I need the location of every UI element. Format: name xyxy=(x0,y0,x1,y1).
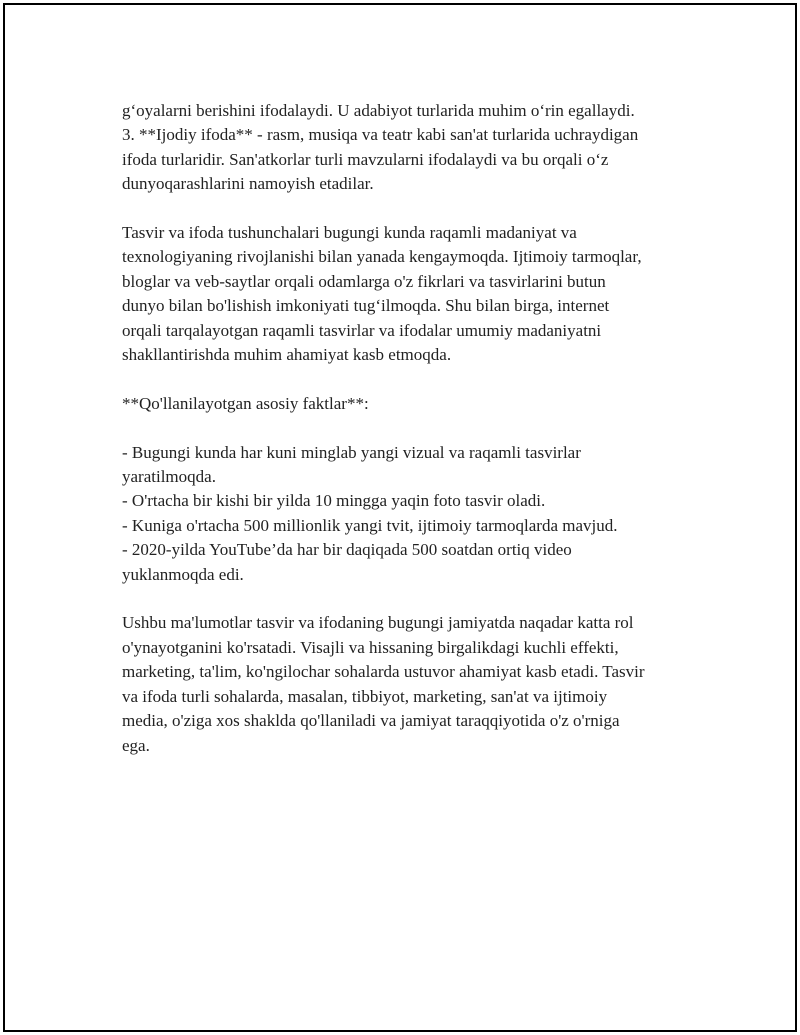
document-body xyxy=(122,99,682,758)
text-line: o'ynayotganini ko'rsatadi. Visajli va hissaning birgalikdagi kuchli effekti, xyxy=(122,637,619,657)
text-line: va ifoda turli sohalarda, masalan, tibbiyot, marketing, san'at va ijtimoiy xyxy=(122,686,608,706)
text-line: marketing, ta'lim, ko'ngilochar sohalarda ustuvor ahamiyat kasb etadi. Tasvir xyxy=(122,662,645,682)
list-item-continuation: yaratilmoqda. xyxy=(122,467,216,487)
facts-heading: **Qo'llanilayotgan asosiy faktlar**: xyxy=(122,393,369,413)
page-frame xyxy=(3,3,797,1032)
text-line: Tasvir va ifoda tushunchalari bugungi kunda raqamli madaniyat va xyxy=(122,223,577,243)
list-item: - O'rtacha bir kishi bir yilda 10 mingga yaqin foto tasvir oladi. xyxy=(122,491,546,511)
paragraph-spacer xyxy=(122,416,682,440)
list-item: - Bugungi kunda har kuni minglab yangi vizual va raqamli tasvirlar xyxy=(122,442,581,462)
text-line: g‘oyalarni berishini ifodalaydi. U adabiyot turlarida muhim o‘rin egallaydi. xyxy=(122,101,635,120)
text-line: texnologiyaning rivojlanishi bilan yanada kengaymoqda. Ijtimoiy tarmoqlar, xyxy=(122,247,642,267)
text-line: bloglar va veb-saytlar orqali odamlarga o'z fikrlari va tasvirlarini butun xyxy=(122,271,606,291)
text-line: 3. **Ijodiy ifoda** - rasm, musiqa va teatr kabi san'at turlarida uchraydigan xyxy=(122,125,639,145)
list-item-continuation: yuklanmoqda edi. xyxy=(122,564,244,584)
paragraph-spacer xyxy=(122,367,682,391)
paragraph-conclusion xyxy=(122,611,682,757)
list-item: - 2020-yilda YouTube’da har bir daqiqada 500 soatdan ortiq video xyxy=(122,540,572,560)
facts-list xyxy=(122,441,682,587)
text-line: orqali tarqalayotgan raqamli tasvirlar va ifodalar umumiy madaniyatni xyxy=(122,320,602,340)
paragraph-spacer xyxy=(122,587,682,611)
text-line: ega. xyxy=(122,735,150,755)
text-line: dunyoqarashlarini namoyish etadilar. xyxy=(122,174,374,194)
text-line: shakllantirishda muhim ahamiyat kasb etmoqda. xyxy=(122,345,452,365)
text-line: dunyo bilan bo'lishish imkoniyati tug‘ilmoqda. Shu bilan birga, internet xyxy=(122,296,610,316)
paragraph-raqamli-madaniyat xyxy=(122,221,682,367)
paragraph-ijodiy-ifoda xyxy=(122,99,682,197)
list-item: - Kuniga o'rtacha 500 millionlik yangi tvit, ijtimoiy tarmoqlarda mavjud. xyxy=(122,515,618,535)
text-line: media, o'ziga xos shaklda qo'llaniladi va jamiyat taraqqiyotida o'z o'rniga xyxy=(122,711,620,731)
text-line: ifoda turlaridir. San'atkorlar turli mavzularni ifodalaydi va bu orqali o‘z xyxy=(122,149,609,169)
text-line: Ushbu ma'lumotlar tasvir va ifodaning bugungi jamiyatda naqadar katta rol xyxy=(122,613,634,633)
paragraph-spacer xyxy=(122,197,682,221)
